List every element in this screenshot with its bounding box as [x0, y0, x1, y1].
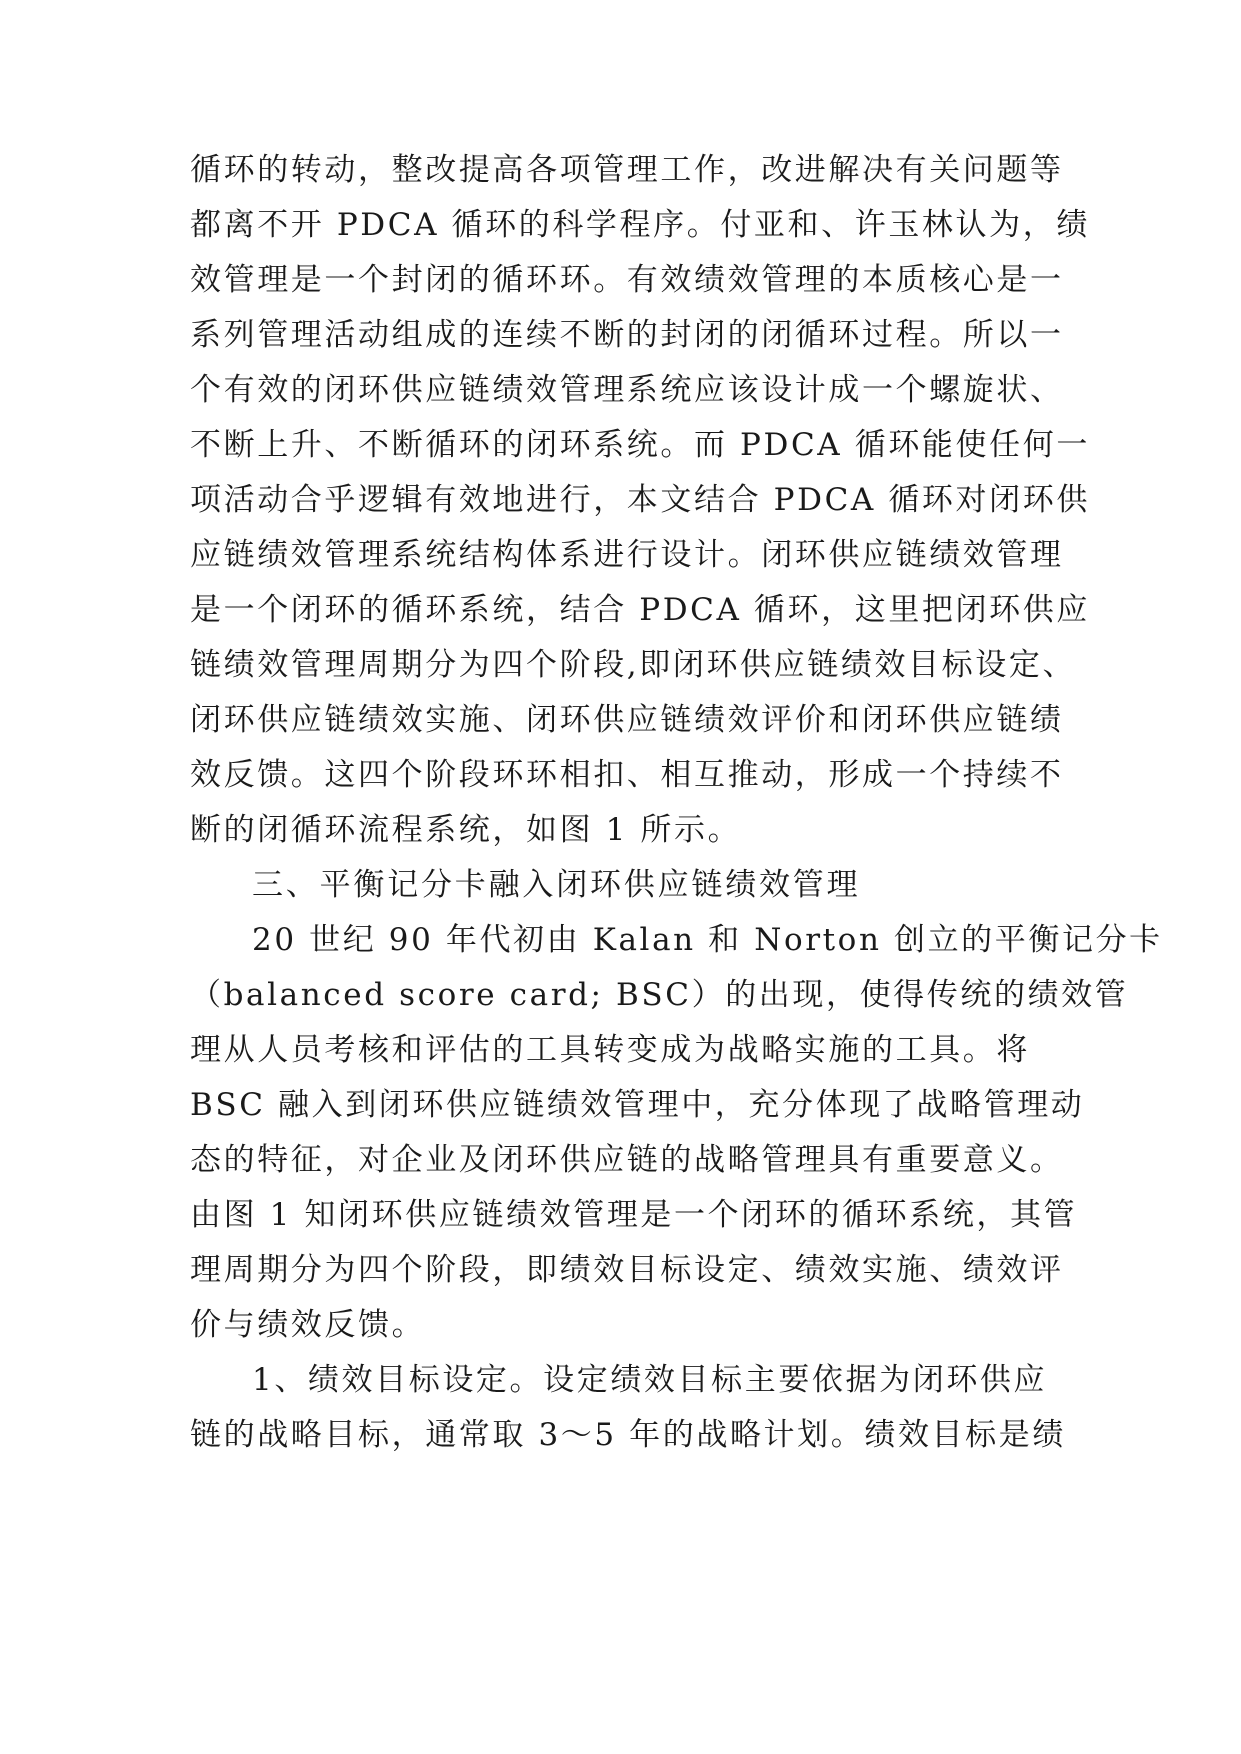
paragraph-first-line: 1、绩效目标设定。设定绩效目标主要依据为闭环供应	[252, 1362, 1048, 1398]
body-text-line: 应链绩效管理系统结构体系进行设计。闭环供应链绩效管理	[190, 537, 1064, 573]
body-text-line: 个有效的闭环供应链绩效管理系统应该设计成一个螺旋状、	[190, 372, 1064, 408]
body-text-line: 都离不开 PDCA 循环的科学程序。付亚和、许玉林认为，绩	[190, 207, 1090, 243]
body-text-line: 断的闭循环流程系统，如图 1 所示。	[190, 812, 742, 848]
paragraph-first-line: 20 世纪 90 年代初由 Kalan 和 Norton 创立的平衡记分卡	[252, 922, 1163, 958]
body-text-line: 理从人员考核和评估的工具转变成为战略实施的工具。将	[190, 1032, 1030, 1068]
body-text-line: 效管理是一个封闭的循环环。有效绩效管理的本质核心是一	[190, 262, 1064, 298]
body-text-line: 态的特征，对企业及闭环供应链的战略管理具有重要意义。	[190, 1142, 1064, 1178]
body-text-line: 项活动合乎逻辑有效地进行，本文结合 PDCA 循环对闭环供	[190, 482, 1090, 518]
body-text-line: 理周期分为四个阶段，即绩效目标设定、绩效实施、绩效评	[190, 1252, 1064, 1288]
body-text-line: BSC 融入到闭环供应链绩效管理中，充分体现了战略管理动	[190, 1087, 1085, 1123]
body-text-line: （balanced score card; BSC）的出现，使得传统的绩效管	[190, 977, 1129, 1013]
body-text-line: 效反馈。这四个阶段环环相扣、相互推动，形成一个持续不	[190, 757, 1064, 793]
body-text-line: 价与绩效反馈。	[190, 1307, 426, 1343]
body-text-line: 闭环供应链绩效实施、闭环供应链绩效评价和闭环供应链绩	[190, 702, 1064, 738]
body-text-line: 由图 1 知闭环供应链绩效管理是一个闭环的循环系统，其管	[190, 1197, 1078, 1233]
body-text-line: 链的战略目标，通常取 3～5 年的战略计划。绩效目标是绩	[190, 1417, 1066, 1453]
section-heading: 三、平衡记分卡融入闭环供应链绩效管理	[252, 867, 861, 903]
body-text-line: 链绩效管理周期分为四个阶段,即闭环供应链绩效目标设定、	[190, 647, 1077, 683]
body-text-line: 循环的转动，整改提高各项管理工作，改进解决有关问题等	[190, 152, 1064, 188]
body-text-line: 是一个闭环的循环系统，结合 PDCA 循环，这里把闭环供应	[190, 592, 1090, 628]
body-text-line: 不断上升、不断循环的闭环系统。而 PDCA 循环能使任何一	[190, 427, 1090, 463]
body-text-line: 系列管理活动组成的连续不断的封闭的闭循环过程。所以一	[190, 317, 1064, 353]
